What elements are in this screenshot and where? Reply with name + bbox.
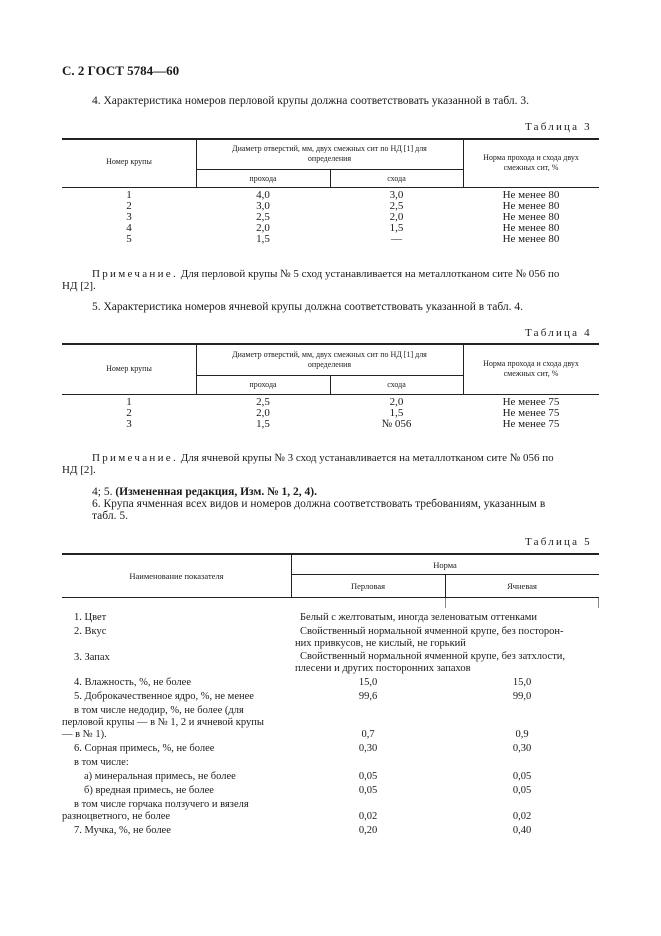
t5-row-kernel-name: 5. Доброкачественное ядро, %, не менее <box>74 691 254 702</box>
t3-sub-pass: прохода <box>249 174 277 183</box>
t3-cell: 2,0 <box>256 222 270 234</box>
t4-col-norm-l2: смежных сит, % <box>503 369 559 378</box>
amendment-line <box>92 486 317 498</box>
note-3-line2: НД [2]. <box>62 280 96 292</box>
t3-col-diameter-l2: определения <box>307 154 352 163</box>
t4-cell: 3 <box>126 418 132 430</box>
page-header: С. 2 ГОСТ 5784—60 <box>62 63 180 78</box>
t3-cell: — <box>391 233 402 245</box>
t5-row-moisture-name: 4. Влажность, %, не более <box>74 677 191 688</box>
t3-cell: Не менее 80 <box>502 211 560 223</box>
t3-cell: 1 <box>126 189 132 201</box>
t4-col-norm-l1: Норма прохода и схода двух <box>483 359 579 368</box>
paragraph-6-line1: 6. Крупа ячменная всех видов и номеров должна соответствовать требованиям, указанным в <box>92 498 546 510</box>
note-label: Примечание. <box>92 452 179 464</box>
amendment-prefix: 4; 5. <box>92 486 113 498</box>
t4-cell: 2,0 <box>256 407 270 419</box>
paragraph-5: 5. Характеристика номеров ячневой крупы должна соответствовать указанной в табл. 4. <box>92 301 524 313</box>
t5-sub-barley: Ячневая <box>507 581 537 591</box>
t5-row-mineral-barley: 0,05 <box>512 771 532 782</box>
t4-cell: Не менее 75 <box>502 418 560 430</box>
t5-row-taste-value-l2: них привкусов, не кислый, не горький <box>295 638 466 649</box>
t5-row-weed-pearl: 0,30 <box>358 743 378 754</box>
t5-row-smell-value-l1: Свойственный нормальной ячменной крупе, без затхлости, <box>300 651 566 662</box>
t5-row-underhulled-barley: 0,9 <box>515 729 529 740</box>
t4-sub-over: схода <box>387 380 406 389</box>
t3-cell: 3 <box>126 211 132 223</box>
t3-cell: 1,5 <box>389 222 404 234</box>
t5-row-moisture-barley: 15,0 <box>512 677 532 688</box>
t5-row-taste-value-l1: Свойственный нормальной ячменной крупе, без посторон- <box>300 626 564 637</box>
t5-row-smell-name: 3. Запах <box>74 652 110 663</box>
t3-cell: Не менее 80 <box>502 189 560 201</box>
t5-row-bitter-pearl: 0,02 <box>358 811 378 822</box>
t5-row-bitter-l2: разноцветного, не более <box>62 811 171 822</box>
t5-row-flour-pearl: 0,20 <box>358 825 378 836</box>
table-5-caption: Таблица 5 <box>525 536 592 548</box>
note-text: Для ячневой крупы № 3 сход устанавливается на металлотканом сите № 056 по <box>180 452 554 464</box>
t5-row-color-name: 1. Цвет <box>74 612 107 623</box>
t5-row-harmful-barley: 0,05 <box>512 785 532 796</box>
t3-col-number: Номер крупы <box>106 157 152 166</box>
t5-row-underhulled-l1: в том числе недодир, %, не более (для <box>74 705 244 716</box>
note-3-line1 <box>92 268 559 280</box>
table-4-caption: Таблица 4 <box>525 327 592 339</box>
t4-cell: 2 <box>126 407 132 419</box>
t5-row-weed-name: 6. Сорная примесь, %, не более <box>74 743 215 754</box>
t3-cell: 2 <box>126 200 132 212</box>
t3-sub-over: схода <box>387 174 406 183</box>
t5-row-mineral-name: а) минеральная примесь, не более <box>84 771 236 782</box>
t5-row-weed-barley: 0,30 <box>512 743 532 754</box>
t3-cell: 4 <box>126 222 132 234</box>
t3-cell: 3,0 <box>389 189 404 201</box>
paragraph-6-line2: табл. 5. <box>92 510 128 522</box>
amendment-text: (Измененная редакция, Изм. № 1, 2, 4). <box>115 486 317 498</box>
t5-row-taste-name: 2. Вкус <box>74 626 107 637</box>
t4-col-diameter-l2: определения <box>307 360 352 369</box>
t5-col-norm: Норма <box>433 560 457 570</box>
t4-cell: Не менее 75 <box>502 396 560 408</box>
t3-cell: 3,0 <box>256 200 270 212</box>
t3-col-norm-l2: смежных сит, % <box>503 163 559 172</box>
t3-cell: 5 <box>126 233 132 245</box>
t5-row-flour-name: 7. Мучка, %, не более <box>74 825 171 836</box>
t3-cell: 4,0 <box>256 189 270 201</box>
table-3-caption: Таблица 3 <box>525 121 592 133</box>
t3-col-diameter-l1: Диаметр отверстий, мм, двух смежных сит по НД [1] для <box>232 144 427 153</box>
t5-row-bitter-l1: в том числе горчака ползучего и вязеля <box>74 799 249 810</box>
t4-col-diameter-l1: Диаметр отверстий, мм, двух смежных сит по НД [1] для <box>232 350 427 359</box>
t5-row-moisture-pearl: 15,0 <box>358 677 378 688</box>
t5-row-underhulled-pearl: 0,7 <box>361 729 375 740</box>
t5-row-harmful-name: б) вредная примесь, не более <box>84 785 214 796</box>
t4-sub-pass: прохода <box>249 380 277 389</box>
t3-cell: Не менее 80 <box>502 233 560 245</box>
t4-cell: 1,5 <box>389 407 404 419</box>
t4-cell: 1 <box>126 396 132 408</box>
t5-col-name: Наименование показателя <box>129 571 224 581</box>
paragraph-4: 4. Характеристика номеров перловой крупы должна соответствовать указанной в табл. 3. <box>92 95 530 107</box>
note-text: Для перловой крупы № 5 сход устанавливается на металлотканом сите № 056 по <box>180 268 560 280</box>
t5-row-kernel-pearl: 99,6 <box>358 691 378 702</box>
t4-cell: 2,0 <box>389 396 404 408</box>
note-4-line2: НД [2]. <box>62 464 96 476</box>
t4-col-number: Номер крупы <box>106 364 152 373</box>
t4-cell: Не менее 75 <box>502 407 560 419</box>
t5-row-harmful-pearl: 0,05 <box>358 785 378 796</box>
t4-cell: 2,5 <box>256 396 270 408</box>
t3-cell: 2,0 <box>389 211 404 223</box>
t3-cell: 2,5 <box>256 211 270 223</box>
t4-cell: 1,5 <box>256 418 270 430</box>
t3-cell: Не менее 80 <box>502 222 560 234</box>
t5-row-mineral-pearl: 0,05 <box>358 771 378 782</box>
t5-sub-pearl: Перловая <box>350 581 386 591</box>
t3-col-norm-l1: Норма прохода и схода двух <box>483 153 579 162</box>
note-label: Примечание. <box>92 268 179 280</box>
t5-row-underhulled-l3: — в № 1). <box>62 729 107 740</box>
t5-row-smell-value-l2: плесени и других посторонних запахов <box>295 663 471 674</box>
t3-cell: 2,5 <box>389 200 404 212</box>
t5-row-including: в том числе: <box>74 757 129 768</box>
t5-row-kernel-barley: 99,0 <box>512 691 532 702</box>
t5-row-flour-barley: 0,40 <box>512 825 532 836</box>
t5-row-color-value: Белый с желтоватым, иногда зеленоватым оттенками <box>300 612 538 623</box>
t3-cell: 1,5 <box>256 233 270 245</box>
note-4-line1 <box>92 452 554 464</box>
t4-cell: № 056 <box>381 418 412 430</box>
t3-cell: Не менее 80 <box>502 200 560 212</box>
t5-row-underhulled-l2: перловой крупы — в № 1, 2 и ячневой крупы <box>62 717 264 728</box>
t5-row-bitter-barley: 0,02 <box>512 811 532 822</box>
